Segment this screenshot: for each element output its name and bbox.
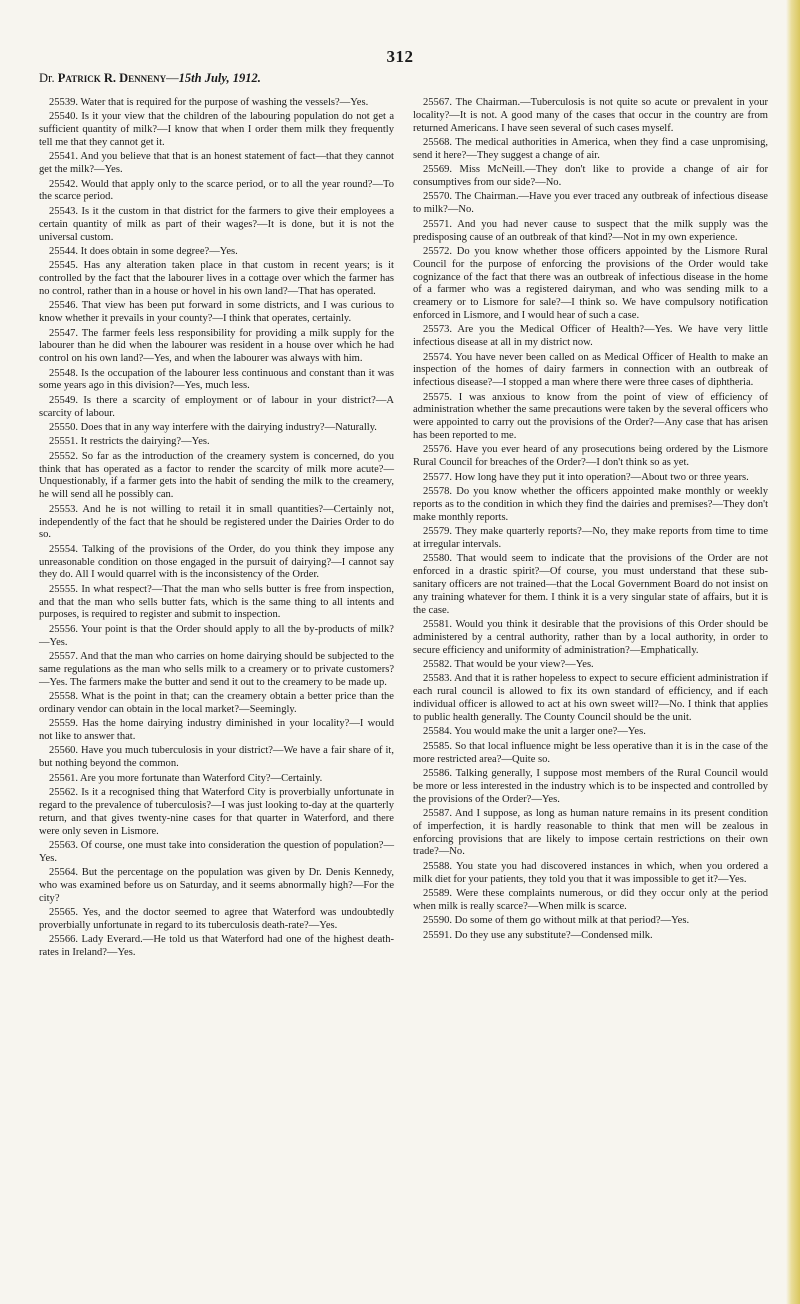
testimony-paragraph: 25568. The medical authorities in America, when they find a case unpromising, send it here?—They suggest a change of air.: [413, 137, 768, 161]
testimony-paragraph: 25571. And you had never cause to suspect that the milk supply was the predisposing cause of an outbreak of that kind?—Not in my own experience.: [413, 218, 768, 243]
testimony-paragraph: 25577. How long have they put it into operation?—About two or three years.: [423, 471, 749, 483]
left-column: [39, 97, 394, 962]
right-column: [413, 97, 768, 944]
testimony-paragraph: 25590. Do some of them go without milk at that period?—Yes.: [423, 915, 690, 927]
testimony-paragraph: 25541. And you believe that that is an honest statement of fact—that they cannot get the milk?—Yes.: [39, 151, 394, 176]
testimony-paragraph: 25542. Would that apply only to the scarce period, or to all the year round?—To the scarce period.: [39, 178, 394, 203]
testimony-paragraph: 25548. Is the occupation of the labourer less continuous and constant than it was some years ago in this division?—Yes, much less.: [39, 367, 394, 392]
testimony-paragraph: 25584. You would make the unit a larger one?—Yes.: [423, 726, 646, 738]
testimony-paragraph: 25549. Is there a scarcity of employment or of labour in your district?—A scarcity of labour.: [39, 394, 394, 419]
testimony-paragraph: 25575. I was anxious to know from the point of view of efficiency of administration whether the same precautions were taken by the several officers who were appointed to carry out the provisions of the Order?—Any case that has arisen has been reported to me.: [413, 391, 768, 442]
testimony-paragraph: 25543. Is it the custom in that district for the farmers to give their employees a certain quantity of milk as part of their wages?—It is done, but it is not the universal custom.: [39, 205, 394, 243]
running-head: [39, 71, 261, 86]
witness-name: Patrick R. Denneny: [57, 71, 167, 85]
running-head-separator: —: [166, 71, 179, 85]
testimony-paragraph: 25576. Have you ever heard of any prosecutions being ordered by the Lismore Rural Council for breaches of the Order?—I don't think so as yet.: [413, 444, 768, 469]
testimony-paragraph: 25566. Lady Everard.—He told us that Waterford had one of the highest death-rates in Ireland?—Yes.: [39, 934, 394, 959]
testimony-paragraph: 25583. And that it is rather hopeless to expect to secure efficient administration if each rural council is allowed to fix its own standard of efficiency, and if each individual officer is allowed to act at his own sweet will?—No. I think that applies to public health generally. The County Council should be the unit.: [413, 673, 768, 723]
testimony-paragraph: 25552. So far as the introduction of the creamery system is concerned, do you think that has operated as a factor to render the scarcity of milk more acute?—Unquestionably, if a farmer gets into the habit of sending the milk to the creamery, he will send all he possibly can.: [39, 450, 394, 501]
testimony-paragraph: 25554. Talking of the provisions of the Order, do you think they impose any unreasonable condition on those engaged in the pursuit of dairying?—I cannot say they do. All I would quarrel with is the inconsistency of the Order.: [39, 543, 394, 581]
testimony-paragraph: 25574. You have never been called on as Medical Officer of Health to make an inspection of the homes of dairy farmers in connection with an outbreak of infectious disease?—I stopped a man where there were three cases of diphtheria.: [413, 351, 768, 389]
testimony-paragraph: 25569. Miss McNeill.—They don't like to provide a change of air for consumptives from our side?—No.: [413, 164, 768, 189]
hearing-date: 15th July, 1912.: [178, 71, 261, 85]
page-number: 312: [386, 47, 414, 66]
testimony-paragraph: 25589. Were these complaints numerous, or did they occur only at the period when milk is really scarce?—When milk is scarce.: [413, 888, 768, 912]
testimony-paragraph: 25570. The Chairman.—Have you ever traced any outbreak of infectious disease to milk?—No.: [413, 191, 768, 216]
testimony-paragraph: 25588. You state you had discovered instances in which, when you ordered a milk diet for your patients, they told you that it was impossible to get it?—Yes.: [413, 860, 768, 885]
testimony-paragraph: 25550. Does that in any way interfere with the dairying industry?—Naturally.: [49, 422, 377, 434]
testimony-paragraph: 25539. Water that is required for the purpose of washing the vessels?—Yes.: [49, 97, 369, 108]
testimony-paragraph: 25558. What is the point in that; can the creamery obtain a better price than the ordinary vendor can obtain in the local market?—Seemingly.: [39, 691, 394, 715]
testimony-paragraph: 25560. Have you much tuberculosis in your district?—We have a fair share of it, but nothing beyond the common.: [39, 745, 394, 770]
testimony-paragraph: 25559. Has the home dairying industry diminished in your locality?—I would not like to answer that.: [39, 718, 394, 743]
testimony-paragraph: 25553. And he is not willing to retail it in small quantities?—Certainly not, independently of the fact that he should be registered under the Dairies Order to do so.: [39, 503, 394, 541]
testimony-paragraph: 25556. Your point is that the Order should apply to all the by-products of milk?—Yes.: [39, 623, 394, 648]
testimony-paragraph: 25545. Has any alteration taken place in that custom in recent years; is it controlled by the fact that the labourer lives in a cottage over which the farmer has no control, rather than in a house or hovel in his own land?—That has operated.: [39, 260, 394, 297]
testimony-paragraph: 25585. So that local influence might be less operative than it is in the case of the more restricted area?—Quite so.: [413, 740, 768, 765]
testimony-paragraph: 25591. Do they use any substitute?—Condensed milk.: [423, 929, 653, 941]
testimony-paragraph: 25557. And that the man who carries on home dairying should be subjected to the same regulations as the man who sells milk to a creamery or to private customers?—Yes. The farmers make the butter and send it out to the creamery to be made up.: [39, 651, 394, 688]
testimony-paragraph: 25567. The Chairman.—Tuberculosis is not quite so acute or prevalent in your locality?—It is not. A good many of the cases that occur in the country are from returned Americans. I have seen several of such cases myself.: [413, 97, 768, 134]
testimony-paragraph: 25579. They make quarterly reports?—No, they make reports from time to time at irregular intervals.: [413, 526, 768, 550]
testimony-paragraph: 25572. Do you know whether those officers appointed by the Lismore Rural Council for the purpose of enforcing the provisions of the Order would take cognizance of the fact that there was an outbreak of infectious disease in the home of a farmer who was a registered dairyman, and who was sending milk to a creamery or to Lismore for sale?—I think so. We have compulsory notification enforced in Lismore, and I would hear of such a case.: [413, 245, 768, 321]
testimony-paragraph: 25586. Talking generally, I suppose most members of the Rural Council would be more or less interested in the industry which is to be inspected and controlled by the provisions of the Order?—Yes.: [413, 767, 768, 805]
testimony-paragraph: 25555. In what respect?—That the man who sells butter is free from inspection, and that the man who sells butter fats, which is the same thing to all intents and purposes, is required to register and submit to inspection.: [39, 583, 394, 621]
page-edge: [786, 0, 800, 1304]
testimony-paragraph: 25563. Of course, one must take into consideration the question of population?—Yes.: [39, 839, 394, 864]
testimony-paragraph: 25547. The farmer feels less responsibility for providing a milk supply for the labourer than he did when the labourer was resident in a house over which he had control on his own land?—Yes, and when the labourer was always with him.: [39, 327, 394, 365]
testimony-paragraph: 25540. Is it your view that the children of the labouring population do not get a sufficient quantity of milk?—I know that when I order them milk they frequently tell me that they cannot get it.: [39, 111, 394, 149]
testimony-paragraph: 25565. Yes, and the doctor seemed to agree that Waterford was undoubtedly proverbially unfortunate in regard to its tuberculosis death-rate?—Yes.: [39, 907, 394, 931]
testimony-paragraph: 25582. That would be your view?—Yes.: [423, 659, 594, 671]
testimony-paragraph: 25578. Do you know whether the officers appointed make monthly or weekly reports as to the condition in which they find the dairies and premises?—They don't make monthly reports.: [413, 486, 768, 523]
testimony-paragraph: 25587. And I suppose, as long as human nature remains in its present condition of imperfection, it is hardly reasonable to think that men will be zealous in enforcing provisions that are likely to impose certain restrictions on their own trade?—No.: [413, 807, 768, 858]
testimony-paragraph: 25562. Is it a recognised thing that Waterford City is proverbially unfortunate in regard to the prevalence of tuberculosis?—I was just looking to-day at the quarterly return, and that gives twenty-nine cases for that quarter in Waterford, and there were only seven in Lismore.: [39, 787, 394, 837]
testimony-paragraph: 25580. That would seem to indicate that the provisions of the Order are not enforced in a drastic spirit?—Of course, you must understand that these sub-sanitary officers are not trained—that the Local Government Board do not insist on any training whatever for them. I think it is a very singular state of affairs, but it is the case.: [413, 553, 768, 616]
testimony-paragraph: 25544. It does obtain in some degree?—Yes.: [49, 245, 238, 257]
testimony-paragraph: 25546. That view has been put forward in some districts, and I was curious to know whether it prevails in your county?—I think that operates, certainly.: [39, 300, 394, 325]
testimony-paragraph: 25573. Are you the Medical Officer of Health?—Yes. We have very little infectious disease at all in my district now.: [413, 324, 768, 349]
testimony-paragraph: 25564. But the percentage on the population was given by Dr. Denis Kennedy, who was examined before us on Saturday, and it seems abnormally high?—For the city?: [39, 867, 394, 904]
testimony-paragraph: 25551. It restricts the dairying?—Yes.: [49, 436, 210, 448]
running-head-prefix: Dr.: [39, 71, 58, 85]
testimony-paragraph: 25581. Would you think it desirable that the provisions of this Order should be administered by a central authority, rather than by a local authority, in order to secure efficiency and uniformity of administration?—Emphatically.: [413, 619, 768, 656]
testimony-paragraph: 25561. Are you more fortunate than Waterford City?—Certainly.: [49, 772, 323, 784]
